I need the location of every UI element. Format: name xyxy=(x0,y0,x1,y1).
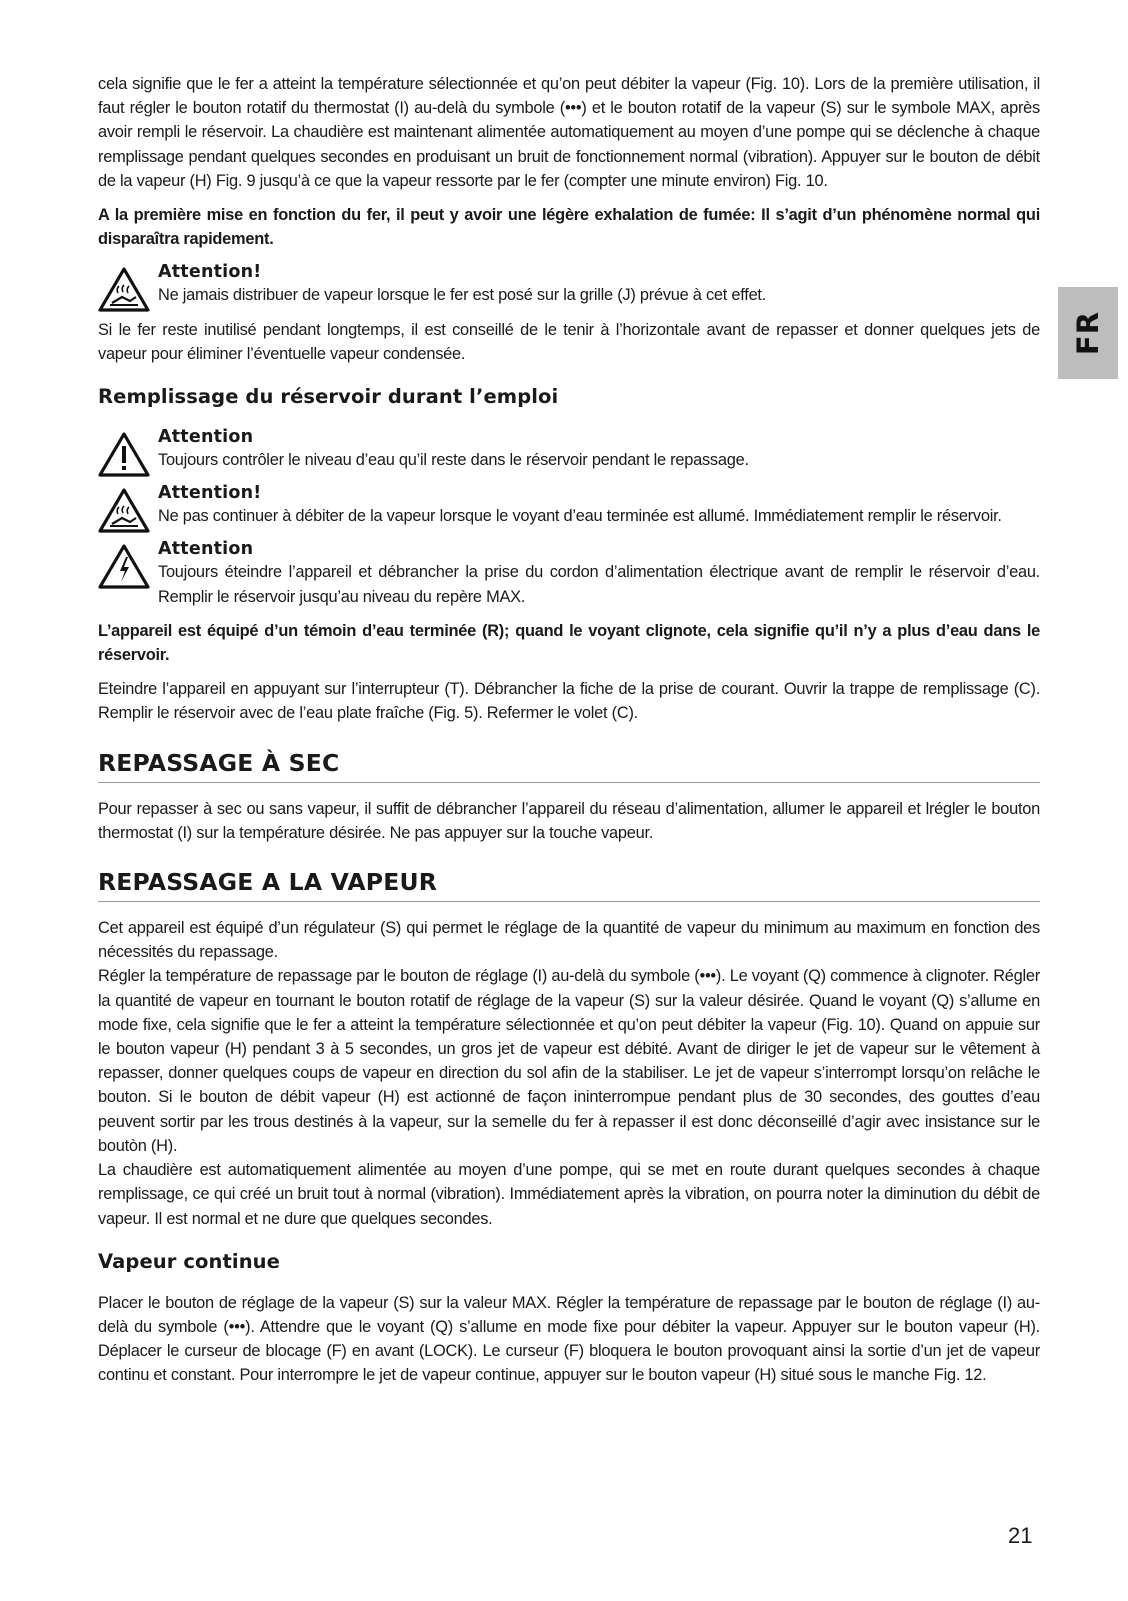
exclamation-warning-icon xyxy=(98,432,150,478)
intro-paragraph-3: Si le fer reste inutilisé pendant longtemps, il est conseillé de le tenir à l’horizontale avant de repasser et donner quelques jets de vapeur pour éliminer l’éventuelle vapeur condensée. xyxy=(98,320,1040,363)
intro-paragraph-1: cela signifie que le fer a atteint la température sélectionnée et qu’on peut débiter la vapeur (Fig. 10). Lors de la première utilisation, il faut régler le bouton rotatif du thermostat (I) au-delà du symbole (•••) et le bouton rotatif de la vapeur (S) sur le symbole MAX, après avoir rempli le réservoir. La chaudière est maintenant alimentée automatiquement au moyen d’une pompe qui se déclenche à chaque remplissage pendant quelques secondes en produisant un bruit de fonctionnement normal (vibration). Appuyer sur le bouton de débit de la vapeur (H) Fig. 9 jusqu’à ce que la vapeur ressorte par le fer (compter une minute environ) Fig. 10. xyxy=(98,75,1040,190)
intro-bold-note: A la première mise en fonction du fer, il peut y avoir une légère exhalation de fumée: Il s’agit d’un phénomène normal qui disparaîtra rapidement. xyxy=(98,206,1040,249)
warning-title: Attention xyxy=(158,539,254,560)
warning-electric xyxy=(98,538,1040,608)
refill-bold-note: L’appareil est équipé d’un témoin d’eau terminée (R); quand le voyant clignote, cela signifie qu’il n’y a plus d’eau dans le réservoir. xyxy=(98,621,1040,665)
steam-paragraph-2: Régler la température de repassage par le bouton de réglage (I) au-delà du symbole (•••). Le voyant (Q) commence à clignoter. Régler la quantité de vapeur en tournant le bouton rotatif de réglage de la vapeur (S) sur la valeur désirée. Quand le voyant (Q) s’allume en mode fixe, cela signifie que le fer a atteint la température sélectionnée et qu’on peut débiter la vapeur (Fig. 10). Quand on appuie sur le bouton vapeur (H) pendant 3 à 5 secondes, un gros jet de vapeur est débité. Avant de diriger le jet de vapeur sur le vêtement à repasser, donner quelques coups de vapeur en direction du sol afin de la stabiliser. Le jet de vapeur s’interrompt lorsqu’on relâche le bouton. Si le bouton de débit vapeur (H) est actionné de façon ininterrompue pendant plus de 30 secondes, des gouttes d’eau peuvent sortir par les trous destinés à la vapeur, sur la semelle du fer à repasser il est donc déconseillé d’agir avec insistance sur le boutòn (H). xyxy=(98,967,1040,1155)
refill-paragraph: Eteindre l’appareil en appuyant sur l’interrupteur (T). Débrancher la fiche de la prise de courant. Ouvrir la trappe de remplissage (C). Remplir le réservoir avec de l’eau plate fraîche (Fig. 5). Refermer le volet (C). xyxy=(98,680,1040,723)
warning-text: Toujours contrôler le niveau d’eau qu’il reste dans le réservoir pendant le repassage. xyxy=(158,451,749,470)
warning-title: Attention! xyxy=(158,262,262,283)
page-number: 21 xyxy=(1008,1523,1033,1548)
electric-shock-warning-icon xyxy=(98,544,150,590)
warning-empty-tank xyxy=(98,482,1040,528)
warning-text: Toujours éteindre l’appareil et débrancher la prise du cordon d’alimentation électrique avant de remplir le réservoir d’eau. Remplir le réservoir jusqu’au niveau du repère MAX. xyxy=(158,563,1040,606)
continuous-steam-paragraph: Placer le bouton de réglage de la vapeur (S) sur la valeur MAX. Régler la température de repassage par le bouton de réglage (I) au-delà du symbole (•••). Attendre que le voyant (Q) s’allume en mode fixe pour débiter la vapeur. Appuyer sur le bouton vapeur (H). Déplacer le curseur de blocage (F) en avant (LOCK). Le curseur (F) bloquera le bouton provoquant ainsi la sortie d’un jet de vapeur continu et constant. Pour interrompre le jet de vapeur continue, appuyer sur le bouton vapeur (H) situé sous le manche Fig. 12. xyxy=(98,1293,1040,1385)
dry-ironing-paragraph: Pour repasser à sec ou sans vapeur, il suffit de débrancher l’appareil du réseau d’alimentation, allumer le appareil et lrégler le bouton thermostat (I) sur la température désirée. Ne pas appuyer sur la touche vapeur. xyxy=(98,799,1040,842)
steam-paragraph-1: Cet appareil est équipé d’un régulateur (S) qui permet le réglage de la quantité de vapeur du minimum au maximum en fonction des nécessités du repassage. xyxy=(98,919,1040,962)
warning-text: Ne pas continuer à débiter de la vapeur lorsque le voyant d’eau terminée est allumé. Immédiatement remplir le réservoir. xyxy=(158,507,1002,526)
dry-ironing-heading: REPASSAGE À SEC xyxy=(98,748,1040,783)
language-tab xyxy=(1058,287,1118,379)
warning-text: Ne jamais distribuer de vapeur lorsque le fer est posé sur la grille (J) prévue à cet effet. xyxy=(158,286,767,305)
warning-title: Attention! xyxy=(158,483,262,504)
continuous-steam-heading: Vapeur continue xyxy=(98,1249,280,1273)
hot-steam-warning-icon xyxy=(98,488,150,534)
steam-paragraph-3: La chaudière est automatiquement alimentée au moyen d’une pompe, qui se met en route durant quelques secondes à chaque remplissage, ce qui créé un bruit tout à normal (vibration). Immédiatement après la vibration, on pourra noter la diminution du débit de vapeur. Il est normal et ne dure que quelques secondes. xyxy=(98,1161,1040,1228)
warning-title: Attention xyxy=(158,427,254,448)
language-tab-label: FR xyxy=(1070,310,1105,356)
warning-water-level xyxy=(98,426,1040,472)
page-content xyxy=(98,72,1040,1398)
hot-steam-warning-icon xyxy=(98,267,150,313)
warning-steam-hand xyxy=(98,261,1040,307)
refill-heading: Remplissage du réservoir durant l’emploi xyxy=(98,385,559,409)
steam-ironing-heading: REPASSAGE A LA VAPEUR xyxy=(98,867,1040,902)
